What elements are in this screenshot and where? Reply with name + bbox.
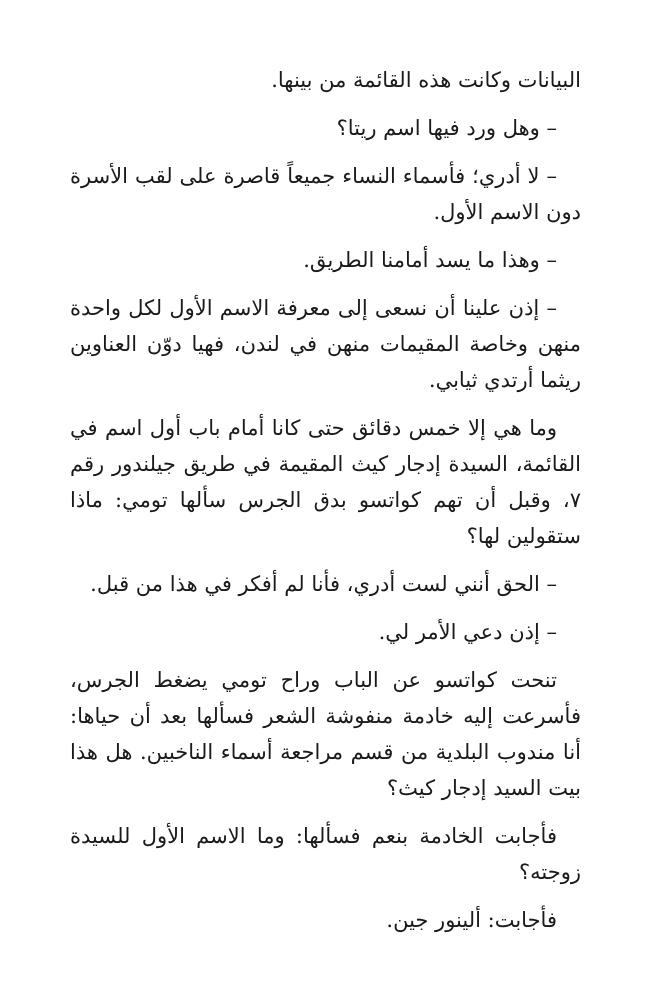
narration-paragraph-wife-name: فأجابت الخادمة بنعم فسألها: وما الاسم الأول للسيدة زوجته؟	[70, 824, 581, 884]
narration-paragraph-first-address: وما هي إلا خمس دقائق حتى كانا أمام باب أول اسم في القائمة، السيدة إدجار كيث المقيمة في طريق جيلندور رقم ٧، وقبل أن تهم كواتسو بدق الجرس سألها تومي: ماذا ستقولين لها؟	[70, 416, 581, 548]
dialogue-line-dont-know: – لا أدري؛ فأسماء النساء جميعاً قاصرة على لقب الأسرة دون الاسم الأول.	[70, 164, 581, 224]
paragraph-intro: البيانات وكانت هذه القائمة من بينها.	[271, 68, 581, 92]
dialogue-line-leave-it: – إذن دعي الأمر لي.	[378, 620, 557, 644]
dialogue-line-truth: – الحق أنني لست أدري، فأنا لم أفكر في هذا من قبل.	[90, 572, 557, 596]
dialogue-line-first-names: – إذن علينا أن نسعى إلى معرفة الاسم الأول لكل واحدة منهن وخاصة المقيمات منهن في لندن، فهيا دوّن العناوين ريثما أرتدي ثيابي.	[70, 296, 581, 392]
dialogue-line-rita-question: – وهل ورد فيها اسم ريتا؟	[336, 116, 557, 140]
narration-paragraph-maid: تنحت كواتسو عن الباب وراح تومي يضغط الجرس، فأسرعت إليه خادمة منفوشة الشعر فسألها بعد أن حياها: أنا مندوب البلدية من قسم مراجعة أسماء الناخبين. هل هذا بيت السيد إدجار كيث؟	[70, 668, 581, 800]
dialogue-line-blocks-road: – وهذا ما يسد أمامنا الطريق.	[303, 248, 557, 272]
book-page	[70, 62, 581, 980]
dialogue-line-answer: فأجابت: ألينور جين.	[386, 908, 557, 932]
